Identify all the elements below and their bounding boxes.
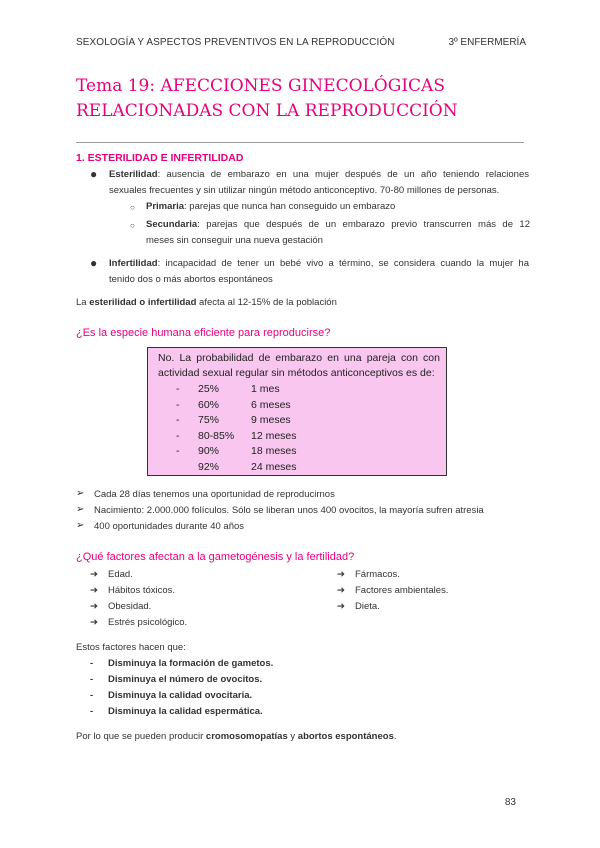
dash-bullet: - <box>90 690 94 701</box>
infertilidad-definition <box>109 256 529 288</box>
factor-item: Fármacos. <box>355 569 400 580</box>
section-heading-eficiencia: ¿Es la especie humana eficiente para reproducirse? <box>76 327 331 339</box>
right-arrow-icon: ➔ <box>90 585 98 596</box>
term-primaria: Primaria <box>146 201 185 212</box>
circle-bullet-icon: ○ <box>130 221 135 230</box>
primaria-text: : parejas que nunca han conseguido un embarazo <box>184 201 396 212</box>
probability-time: 24 meses <box>251 460 297 473</box>
effect-item: Disminuya la calidad espermática. <box>108 706 263 717</box>
primaria-definition <box>146 199 530 215</box>
probability-percent: 60% <box>198 398 220 411</box>
arrowhead-icon: ➢ <box>76 488 85 499</box>
conclusion-bold-1: cromosomopatías <box>205 731 288 742</box>
probability-dash: - <box>176 398 180 411</box>
page-title <box>76 74 536 124</box>
section-heading-factores: ¿Qué factores afectan a la gametogénesis y la fertilidad? <box>76 551 355 563</box>
title-line-1: Tema 19: AFECCIONES GINECOLÓGICAS <box>76 76 445 96</box>
factor-item: Factores ambientales. <box>355 585 449 596</box>
probability-dash: - <box>176 383 180 395</box>
page-number: 83 <box>504 797 516 808</box>
probability-percent: 25% <box>198 383 220 395</box>
circle-bullet-icon: ○ <box>130 203 135 212</box>
section-heading-esterilidad: 1. ESTERILIDAD E INFERTILIDAD <box>76 152 244 164</box>
summary-post: afecta al 12-15% de la población <box>196 297 337 308</box>
probability-box <box>147 347 447 476</box>
term-infertilidad: Infertilidad <box>109 258 158 269</box>
effect-item: Disminuya el número de ovocitos. <box>108 674 263 685</box>
title-divider <box>76 142 524 143</box>
summary-pre: La <box>76 297 90 308</box>
effect-item: Disminuya la calidad ovocitaria. <box>108 690 253 701</box>
esterilidad-definition <box>109 167 529 199</box>
conclusion-pre: Por lo que se pueden producir <box>76 731 206 742</box>
probability-percent: 80-85% <box>198 429 235 442</box>
infertilidad-text-2: tenido dos o más abortos espontáneos <box>109 274 273 285</box>
effect-item: Disminuya la formación de gametos. <box>108 658 274 669</box>
running-header-course: 3º ENFERMERÍA <box>448 37 526 48</box>
probability-time: 6 meses <box>251 398 291 411</box>
probability-percent: 90% <box>198 445 220 457</box>
probability-dash: - <box>176 414 180 426</box>
arrowhead-icon: ➢ <box>76 520 85 531</box>
arrowhead-icon: ➢ <box>76 504 85 515</box>
factor-item: Edad. <box>108 569 133 580</box>
conclusion-mid: y <box>287 731 298 742</box>
summary-bold: esterilidad o infertilidad <box>89 297 197 308</box>
esterilidad-text-1: : ausencia de embarazo en una mujer después de un año teniendo relaciones <box>157 169 529 180</box>
factor-item: Dieta. <box>355 601 380 612</box>
probability-intro: No. La probabilidad de embarazo en una pareja con con actividad sexual regular sin métodos anticonceptivos es de: <box>158 352 440 379</box>
probability-dash: - <box>176 429 180 442</box>
secundaria-text-1: : parejas que después de un embarazo previo transcurren más de 12 <box>197 219 530 230</box>
arrow-item: Cada 28 días tenemos una oportunidad de reproducirnos <box>94 489 335 500</box>
right-arrow-icon: ➔ <box>337 569 345 580</box>
title-line-2: RELACIONADAS CON LA REPRODUCCIÓN <box>76 101 458 121</box>
probability-time: 12 meses <box>251 429 297 442</box>
dash-bullet: - <box>90 706 94 717</box>
factor-item: Obesidad. <box>108 601 152 612</box>
right-arrow-icon: ➔ <box>337 601 345 612</box>
factor-item: Hábitos tóxicos. <box>108 585 176 596</box>
running-header-title: SEXOLOGÍA Y ASPECTOS PREVENTIVOS EN LA REPRODUCCIÓN <box>76 37 395 48</box>
esterilidad-summary <box>76 295 337 311</box>
probability-percent: 92% <box>198 460 220 473</box>
probability-time: 1 mes <box>251 383 280 395</box>
dash-bullet: - <box>90 658 94 669</box>
bullet-dot-icon: ● <box>90 256 98 270</box>
factor-item: Estrés psicológico. <box>108 617 188 628</box>
secundaria-definition <box>146 217 530 249</box>
arrow-item: 400 oportunidades durante 40 años <box>94 521 245 532</box>
term-secundaria: Secundaria <box>146 219 198 230</box>
infertilidad-text-1: : incapacidad de tener un bebé vivo a término, se considera cuando la mujer ha <box>157 258 529 269</box>
arrow-item: Nacimiento: 2.000.000 folículos. Sólo se liberan unos 400 ovocitos, la mayoría sufren atresia <box>94 505 484 516</box>
right-arrow-icon: ➔ <box>90 617 98 628</box>
conclusion <box>76 731 397 742</box>
effects-lead: Estos factores hacen que: <box>76 642 186 653</box>
conclusion-post: . <box>393 731 397 742</box>
probability-time: 18 meses <box>251 445 297 457</box>
right-arrow-icon: ➔ <box>90 601 98 612</box>
conclusion-bold-2: abortos espontáneos <box>297 731 394 742</box>
probability-percent: 75% <box>198 414 220 426</box>
dash-bullet: - <box>90 674 94 685</box>
term-esterilidad: Esterilidad <box>109 169 158 180</box>
esterilidad-text-2: sexuales frecuentes y sin utilizar ningún método anticonceptivo. 70-80 millones de personas. <box>109 185 500 196</box>
secundaria-text-2: meses sin conseguir una nueva gestación <box>146 235 323 246</box>
probability-dash: - <box>176 445 180 457</box>
bullet-dot-icon: ● <box>90 167 98 181</box>
right-arrow-icon: ➔ <box>337 585 345 596</box>
right-arrow-icon: ➔ <box>90 569 98 580</box>
probability-time: 9 meses <box>251 414 291 426</box>
